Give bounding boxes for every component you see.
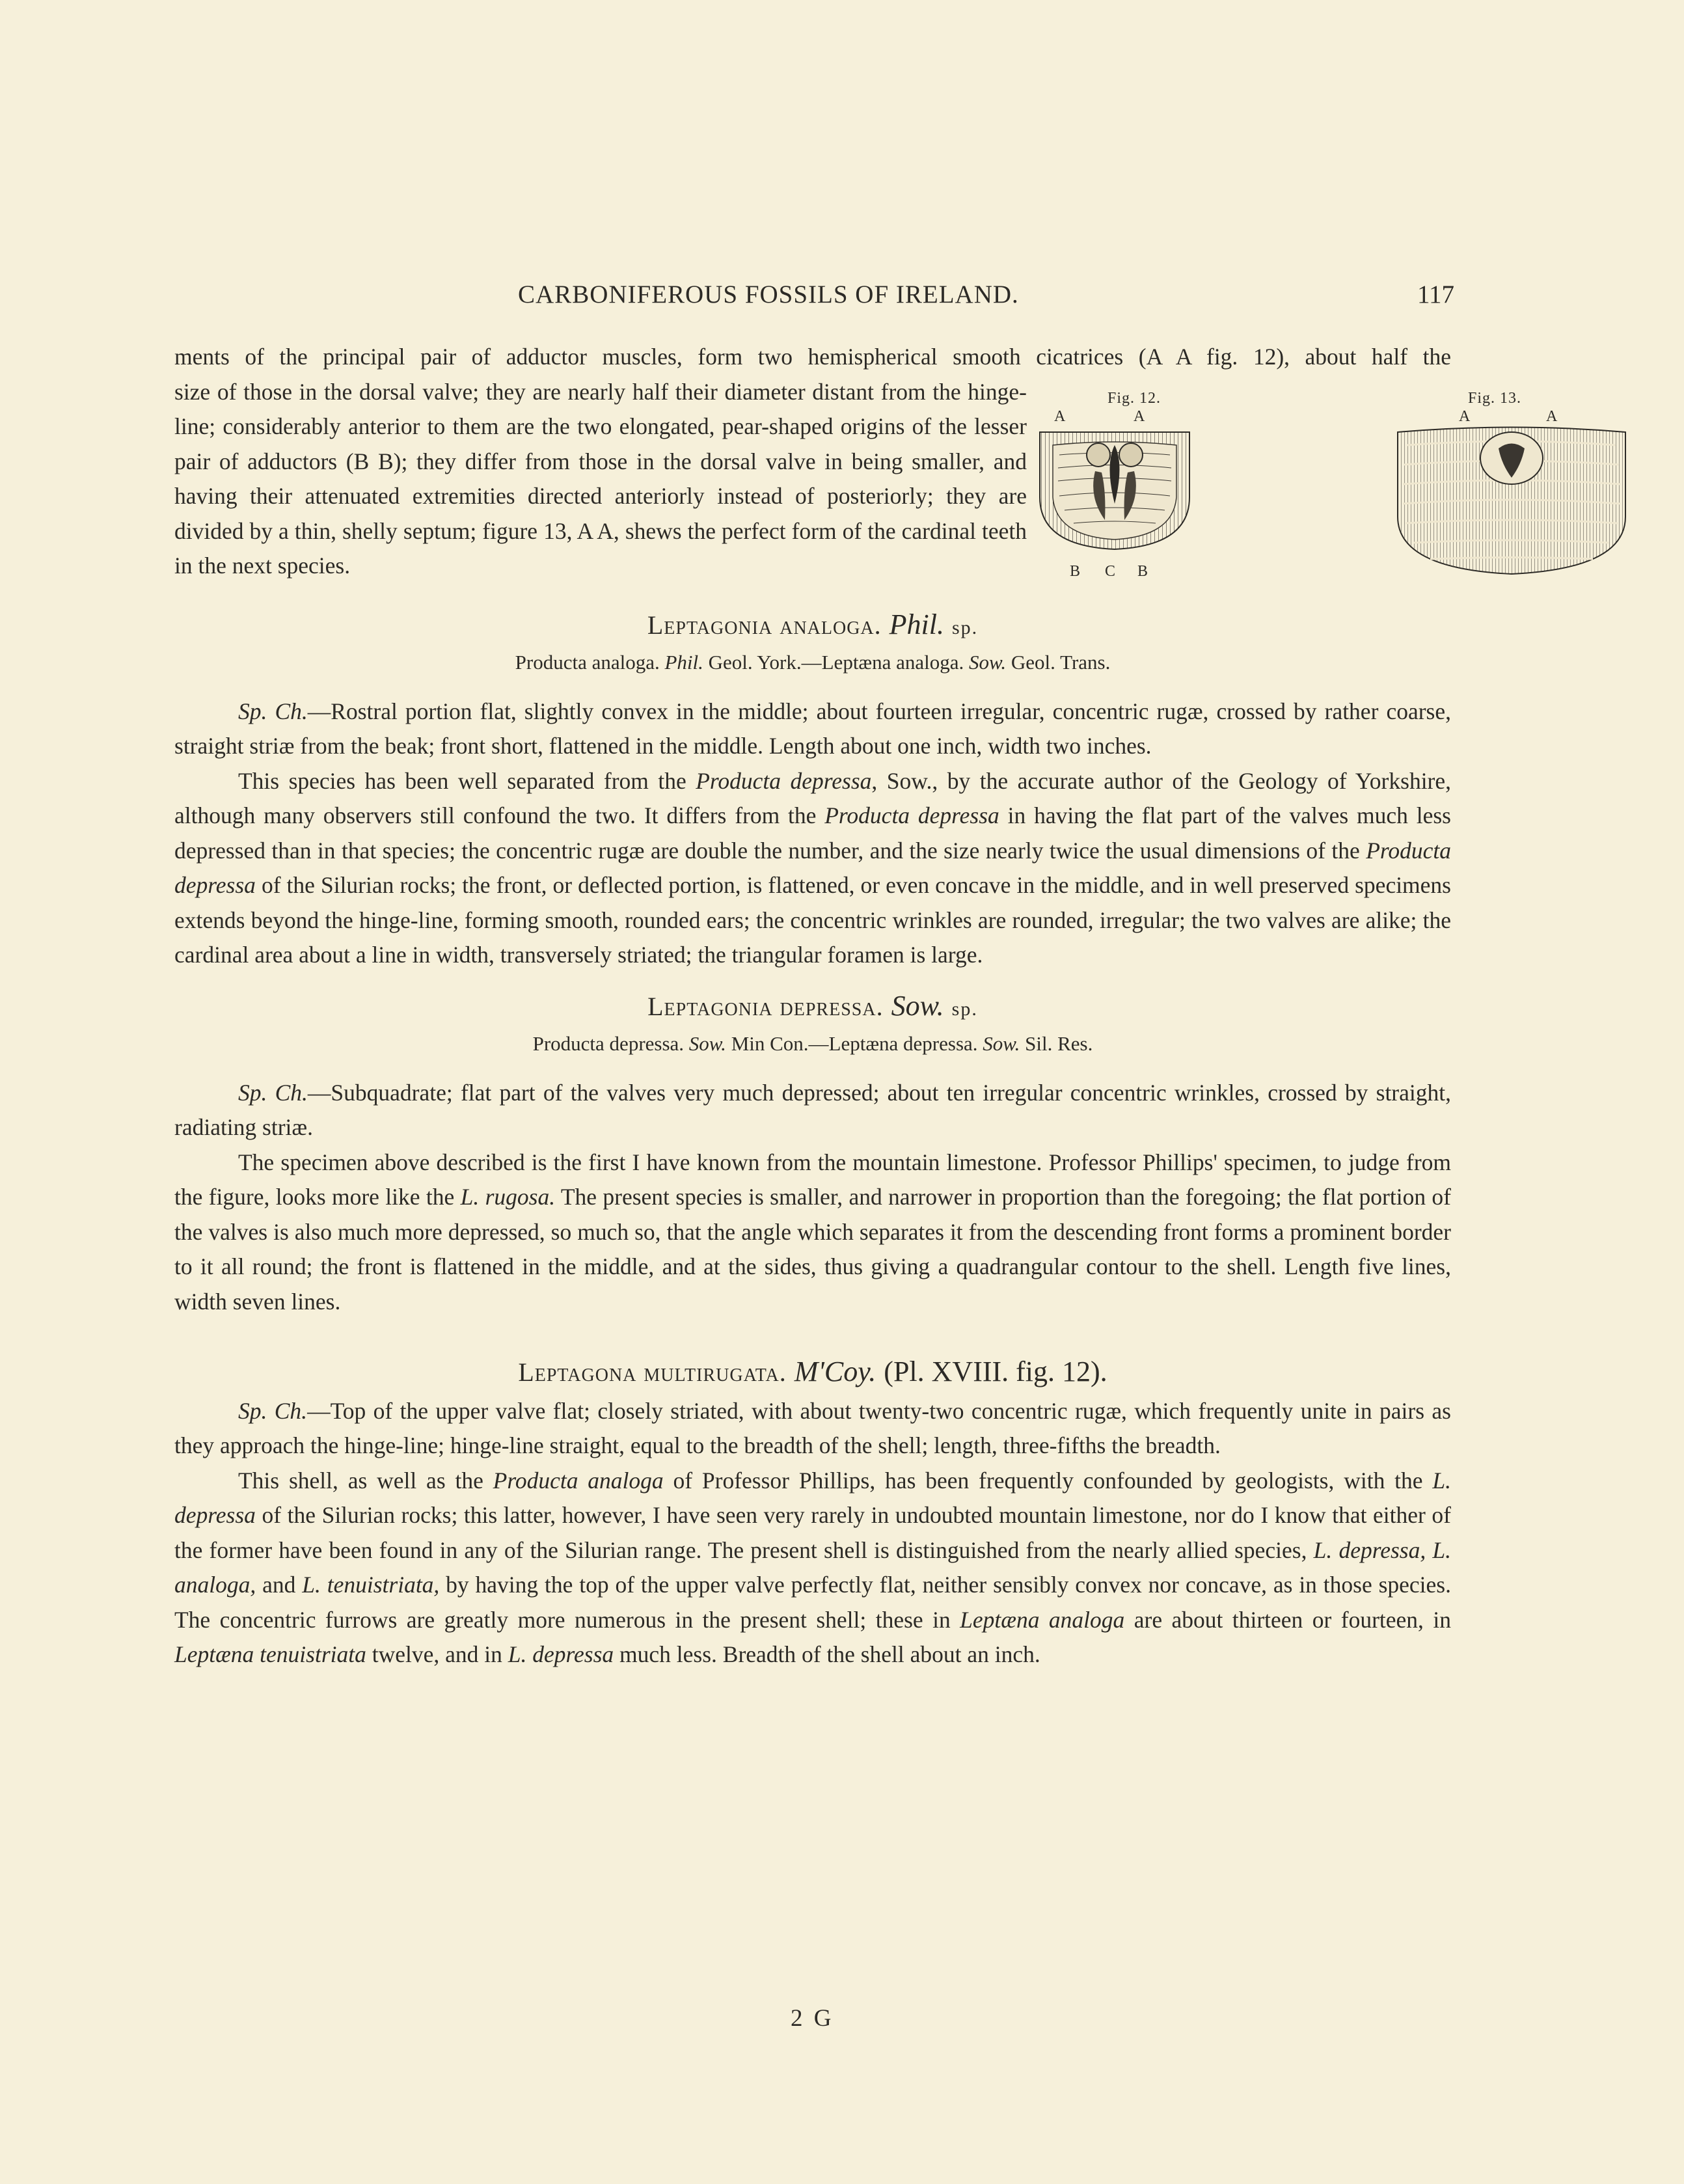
synonym-author: Phil. — [664, 651, 703, 674]
synonym-text: Geol. York.—Leptæna analoga. — [708, 651, 964, 674]
figure-group — [1033, 387, 1632, 621]
fig13-letter-a-left: A — [1459, 408, 1471, 425]
text-run: of the Silurian rocks; the front, or deflected portion, is flattened, or even concave in the middle, and in well preserved specimens extends beyond the hinge-line, forming smooth, rounded ears; the concentric wrinkles are rounded, irregular; the two valves are alike; the cardinal area about a line in width, transversely striated; the triangular foramen is large. — [174, 872, 1451, 968]
text-run: This shell, as well as the — [238, 1467, 493, 1494]
specific-characters-paragraph — [174, 1076, 1451, 1145]
species-italic: Producta depressa — [696, 767, 872, 794]
page-number: 117 — [1417, 280, 1455, 308]
specific-characters-paragraph — [174, 694, 1451, 764]
synonym-text: Producta depressa. — [532, 1032, 685, 1055]
species-italic: L. depressa — [174, 1467, 1451, 1528]
text-run: in having the flat part of the valves much less depressed than in that species; the concentric rugæ are double the number, and the size nearly twice the usual dimensions of the — [174, 802, 1451, 864]
spch-label: Sp. Ch. — [238, 1079, 308, 1106]
cardinal-teeth-shell-engraving-icon — [1391, 419, 1632, 582]
spch-label: Sp. Ch. — [238, 698, 308, 724]
synonymy-line — [174, 1026, 1451, 1061]
fig12-letter-a-left: A — [1054, 408, 1066, 425]
synonym-author: Sow. — [688, 1032, 726, 1055]
description-paragraph — [174, 1145, 1451, 1320]
text-run: much less. Breadth of the shell about an inch. — [614, 1641, 1040, 1667]
synonym-text: Geol. Trans. — [1011, 651, 1111, 674]
description-paragraph — [174, 1464, 1451, 1672]
spch-text: —Rostral portion flat, slightly convex in the middle; about fourteen irregular, concentric rugæ, crossed by rather coarse, straight striæ from the beak; front short, flattened in the middle. Length about one inch, width two inches. — [174, 698, 1451, 759]
text-run: of the Silurian rocks; this latter, however, I have seen very rarely in undoubted mountain limestone, nor do I know that either of the former have been found in any of the Silurian range. The present shell is distinguished from the nearly allied species, — [174, 1502, 1451, 1563]
intro-paragraph-block — [174, 340, 1558, 584]
species-italic: L. depressa — [508, 1641, 614, 1667]
species-italic: Leptæna analoga — [960, 1606, 1125, 1633]
species-heading-multirugata — [174, 1354, 1451, 1390]
synonym-text: Producta analoga. — [515, 651, 660, 674]
fig13-letter-a-right: A — [1546, 408, 1558, 425]
genus-name: Leptagona multirugata. — [518, 1358, 787, 1387]
spch-text: —Subquadrate; flat part of the valves very much depressed; about ten irregular concentric wrinkles, crossed by straight, radiating striæ. — [174, 1079, 1451, 1140]
fig12-letter-b-left: B — [1070, 563, 1081, 580]
species-heading-depressa — [174, 989, 1451, 1027]
spch-label: Sp. Ch. — [238, 1397, 308, 1424]
genus-name: Leptagonia depressa. — [647, 991, 884, 1021]
species-italic: L. tenuistriata, — [302, 1572, 440, 1598]
fig12-caption: Fig. 12. — [1107, 390, 1161, 407]
text-run: are about thirteen or fourteen, in — [1124, 1606, 1451, 1633]
text-run: twelve, and in — [366, 1641, 508, 1667]
fig12-letter-b-right: B — [1137, 563, 1149, 580]
species-italic: Producta depressa — [174, 837, 1451, 898]
species-italic: L. rugosa. — [460, 1184, 556, 1210]
dorsal-valve-interior-engraving-icon — [1033, 419, 1196, 556]
page-header — [0, 280, 1684, 319]
species-italic: Producta depressa — [824, 802, 999, 828]
spch-text: —Top of the upper valve flat; closely striated, with about twenty-two concentric rugæ, which frequently unite in pairs as they approach the hinge-line; hinge-line straight, equal to the breadth of the shell; length, three-fifths the breadth. — [174, 1397, 1451, 1458]
synonymy-line — [174, 645, 1451, 680]
sp-abbrev: sp. — [951, 998, 978, 1020]
synonym-author: Sow. — [983, 1032, 1020, 1055]
author-name: M'Coy. — [794, 1356, 876, 1387]
author-name: Sow. — [891, 989, 944, 1022]
intro-first-line: ments of the principal pair of adductor muscles, form two hemispherical smooth cicatrices (A A fig. 12), about half the — [174, 344, 1451, 370]
intro-paragraph: size of those in the dorsal valve; they are nearly half their diameter distant from the hinge-line; considerably anterior to them are the two elongated, pear-shaped origins of the lesser pair of adductors (B B); they differ from those in the dorsal valve in being smaller, and having their attenuated extremities directed anteriorly instead of posteriorly; they are divided by a thin, shelly septum; figure 13, A A, shews the perfect form of the cardinal teeth in the next species. — [174, 378, 1027, 579]
text-run: The present species is smaller, and narrower in proportion than the foregoing; the flat portion of the valves is also much more depressed, so much so, that the angle which separates it from the descending front forms a prominent border to it all round; the front is flattened in the middle, and at the sides, thus giving a quadrangular contour to the shell. Length five lines, width seven lines. — [174, 1184, 1452, 1315]
running-head: CARBONIFEROUS FOSSILS OF IRELAND. — [518, 280, 1019, 308]
signature-mark: 2 G — [791, 2005, 834, 2032]
species-italic: Leptæna tenuistriata — [174, 1641, 366, 1667]
page-body — [174, 340, 1558, 1672]
plate-reference: (Pl. XVIII. fig. 12). — [884, 1356, 1107, 1387]
text-run: This species has been well separated from the — [238, 767, 696, 794]
text-run: and — [256, 1572, 303, 1598]
text-run: , Sow., by the accurate author of the Geology of Yorkshire, although many observers still confound the two. It differs from the — [174, 767, 1452, 828]
description-paragraph — [174, 764, 1451, 973]
synonym-text: Sil. Res. — [1025, 1032, 1093, 1055]
fig13-caption: Fig. 13. — [1468, 390, 1522, 407]
species-italic: L. depressa, L. analoga, — [174, 1536, 1451, 1598]
genus-name: Leptagonia analoga. — [647, 610, 882, 640]
text-run: The specimen above described is the first I have known from the mountain limestone. Professor Phillips' specimen, to judge from the figure, looks more like the — [174, 1149, 1451, 1210]
fig12-letter-c: C — [1105, 563, 1117, 580]
author-name: Phil. — [889, 608, 944, 640]
synonym-text: Min Con.—Leptæna depressa. — [731, 1032, 978, 1055]
sp-abbrev: sp. — [951, 616, 979, 638]
fig12-letter-a-right: A — [1134, 408, 1146, 425]
specific-characters-paragraph — [174, 1394, 1451, 1464]
text-run: of Professor Phillips, has been frequently confounded by geologists, with the — [663, 1467, 1433, 1494]
text-run: by having the top of the upper valve perfectly flat, neither sensibly convex nor concave, as in those species. The concentric furrows are greatly more numerous in the present shell; these in — [174, 1572, 1451, 1633]
synonym-author: Sow. — [969, 651, 1007, 674]
species-italic: Producta analoga — [493, 1467, 664, 1494]
